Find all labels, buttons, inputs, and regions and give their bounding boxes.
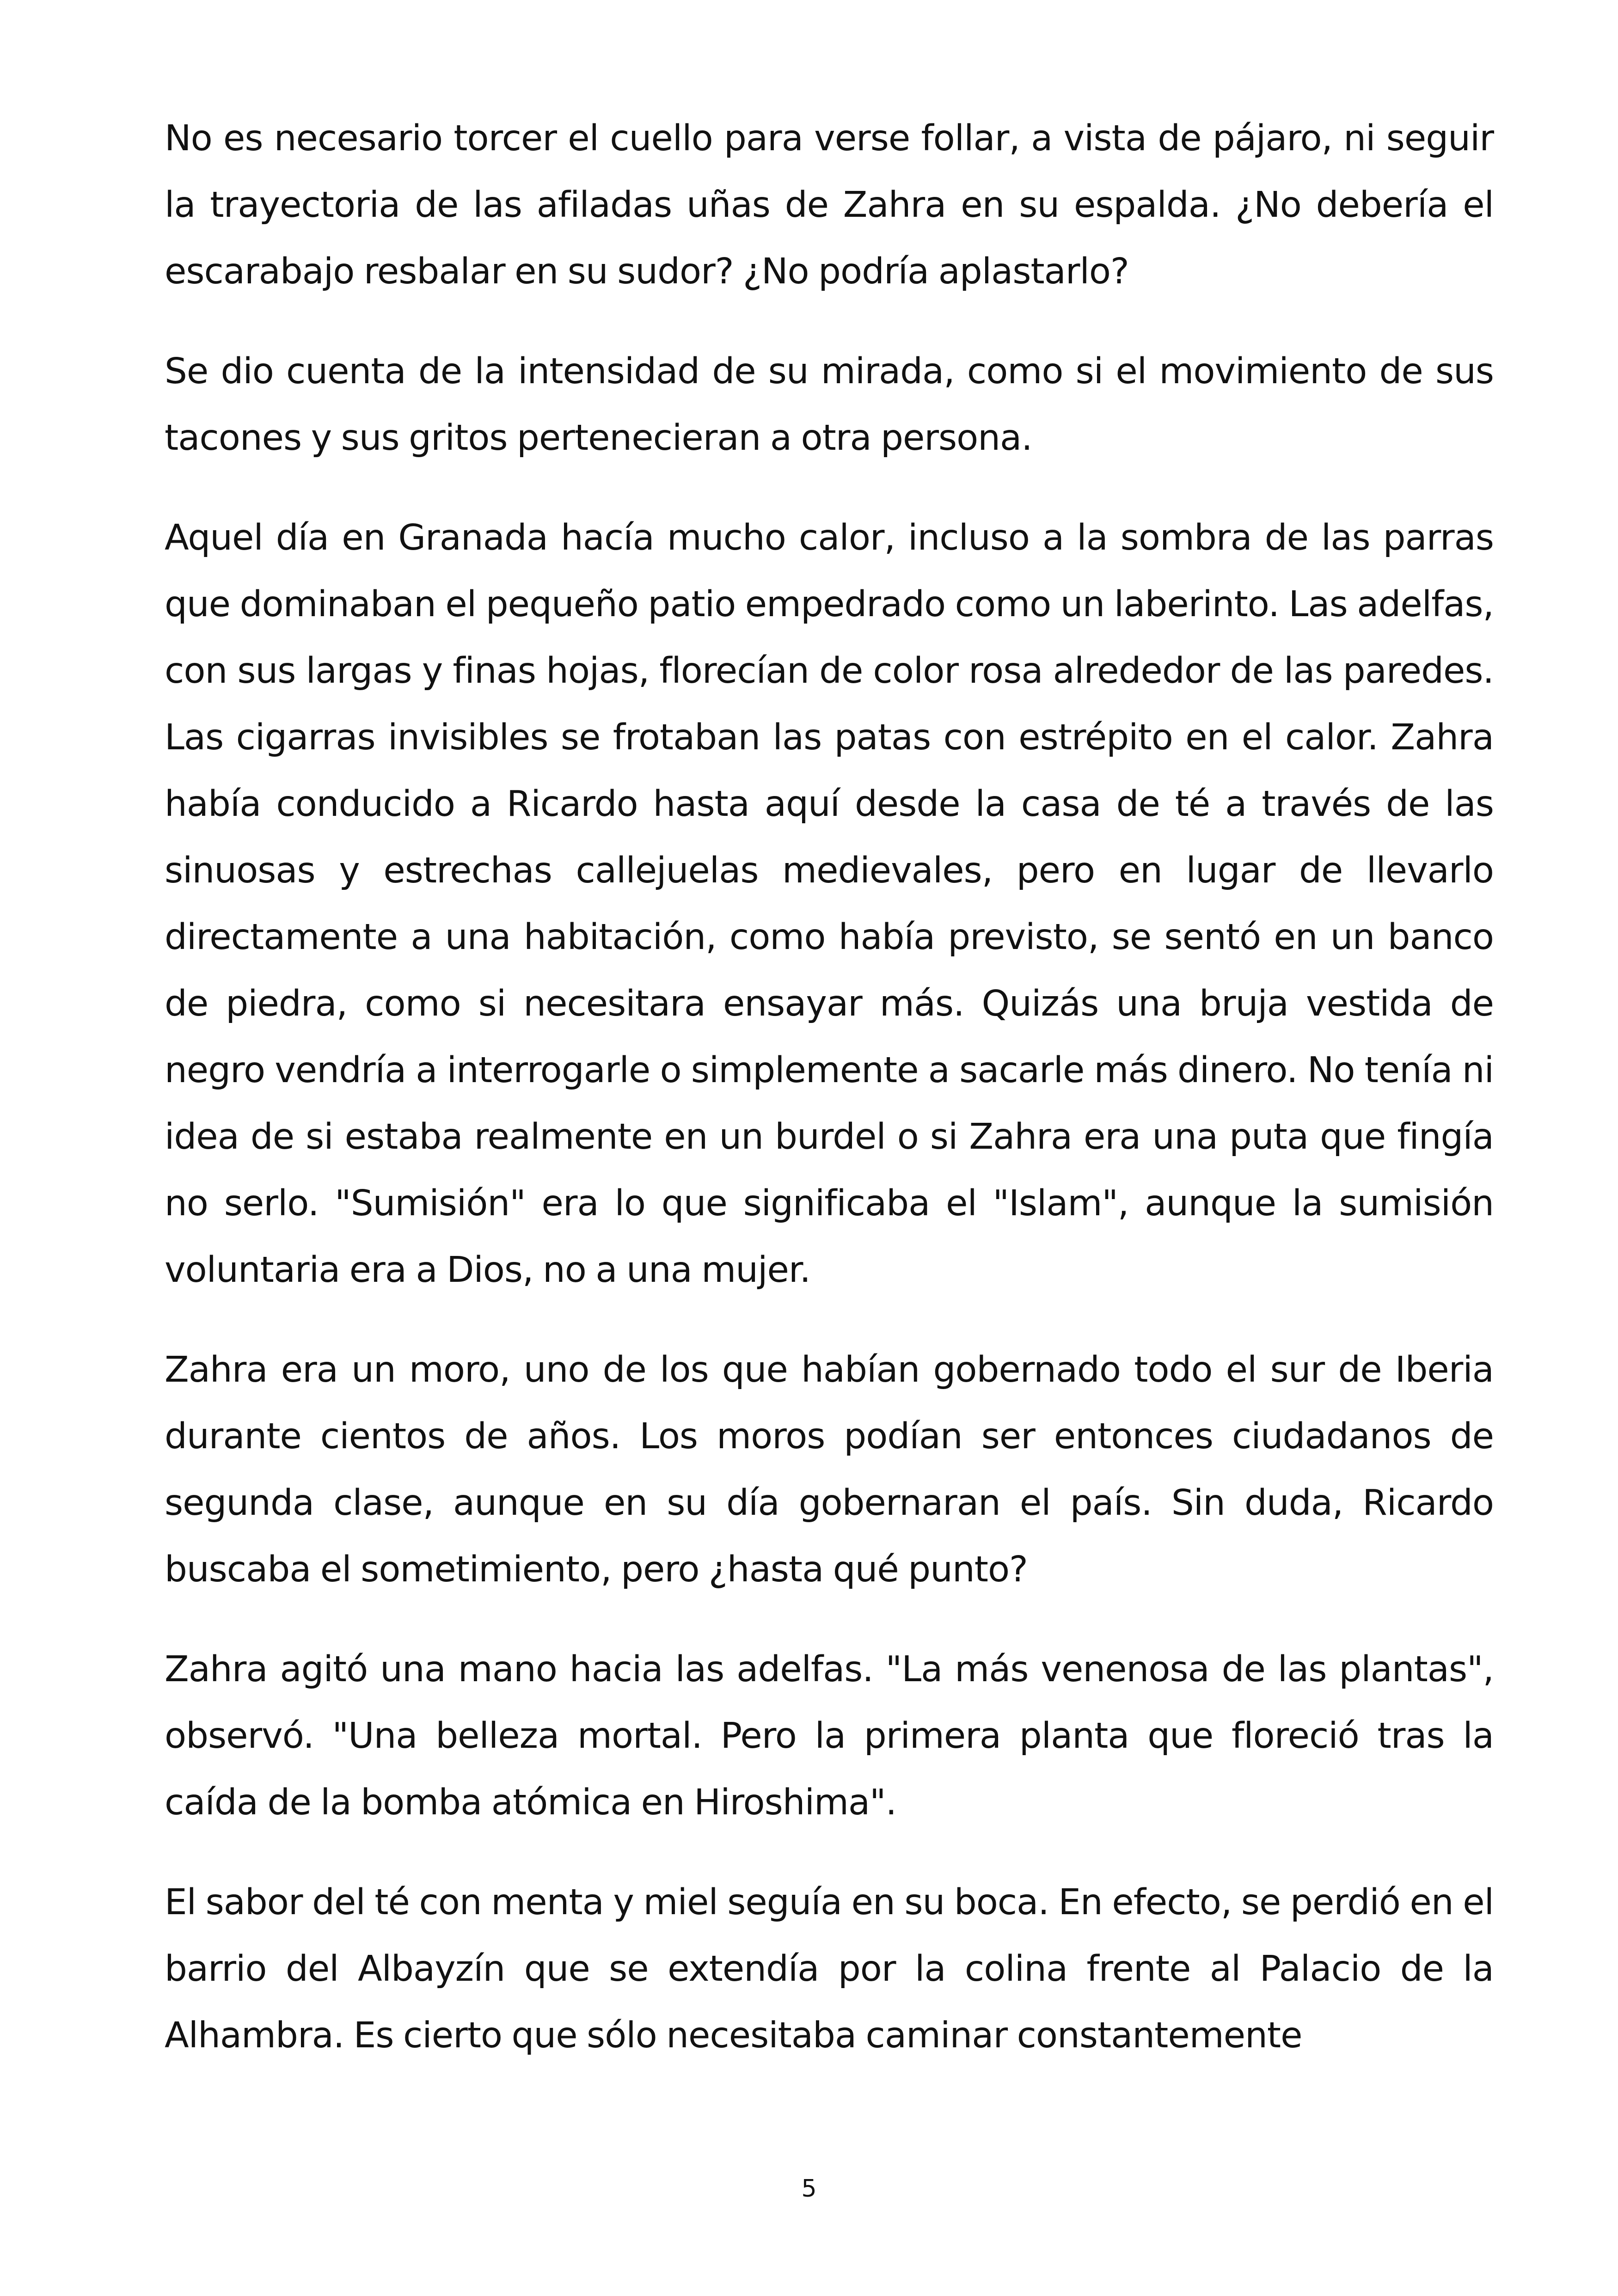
paragraph-3: Aquel día en Granada hacía mucho calor, incluso a la sombra de las parras que dominaban el pequeño patio empedrado como un laberinto. Las adelfas, con sus largas y finas hojas, florecían de color rosa alrededor de las paredes. Las cigarras invisibles se frotaban las patas con estrépito en el calor. Zahra había conducido a Ricardo hasta aquí desde la casa de té a través de las sinuosas y estrechas callejuelas medievales, pero en lugar de llevarlo directamente a una habitación, como había previsto, se sentó en un banco de piedra, como si necesitara ensayar más. Quizás una bruja vestida de negro vendría a interrogarle o simplemente a sacarle más dinero. No tenía ni idea de si estaba realmente en un burdel o si Zahra era una puta que fingía no serlo. "Sumisión" era lo que significaba el "Islam", aunque la sumisión voluntaria era a Dios, no a una mujer. [165,517,1494,1291]
paragraph-4: Zahra era un moro, uno de los que habían gobernado todo el sur de Iberia durante cientos de años. Los moros podían ser entonces ciudadanos de segunda clase, aunque en su día gobernaran el país. Sin duda, Ricardo buscaba el sometimiento, pero ¿hasta qué punto? [165,1349,1494,1590]
body-text [165,105,1494,2102]
page-number: 5 [801,2175,817,2203]
paragraph-2: Se dio cuenta de la intensidad de su mirada, como si el movimiento de sus tacones y sus gritos pertenecieran a otra persona. [165,351,1494,459]
paragraph-6: El sabor del té con menta y miel seguía en su boca. En efecto, se perdió en el barrio del Albayzín que se extendía por la colina frente al Palacio de la Alhambra. Es cierto que sólo necesitaba caminar constantemente [165,1882,1494,2056]
paragraph-1: No es necesario torcer el cuello para verse follar, a vista de pájaro, ni seguir la trayectoria de las afiladas uñas de Zahra en su espalda. ¿No debería el escarabajo resbalar en su sudor? ¿No podría aplastarlo? [165,118,1494,292]
paragraph-5: Zahra agitó una mano hacia las adelfas. "La más venenosa de las plantas", observó. "Una belleza mortal. Pero la primera planta que floreció tras la caída de la bomba atómica en Hiroshima". [165,1649,1494,1823]
